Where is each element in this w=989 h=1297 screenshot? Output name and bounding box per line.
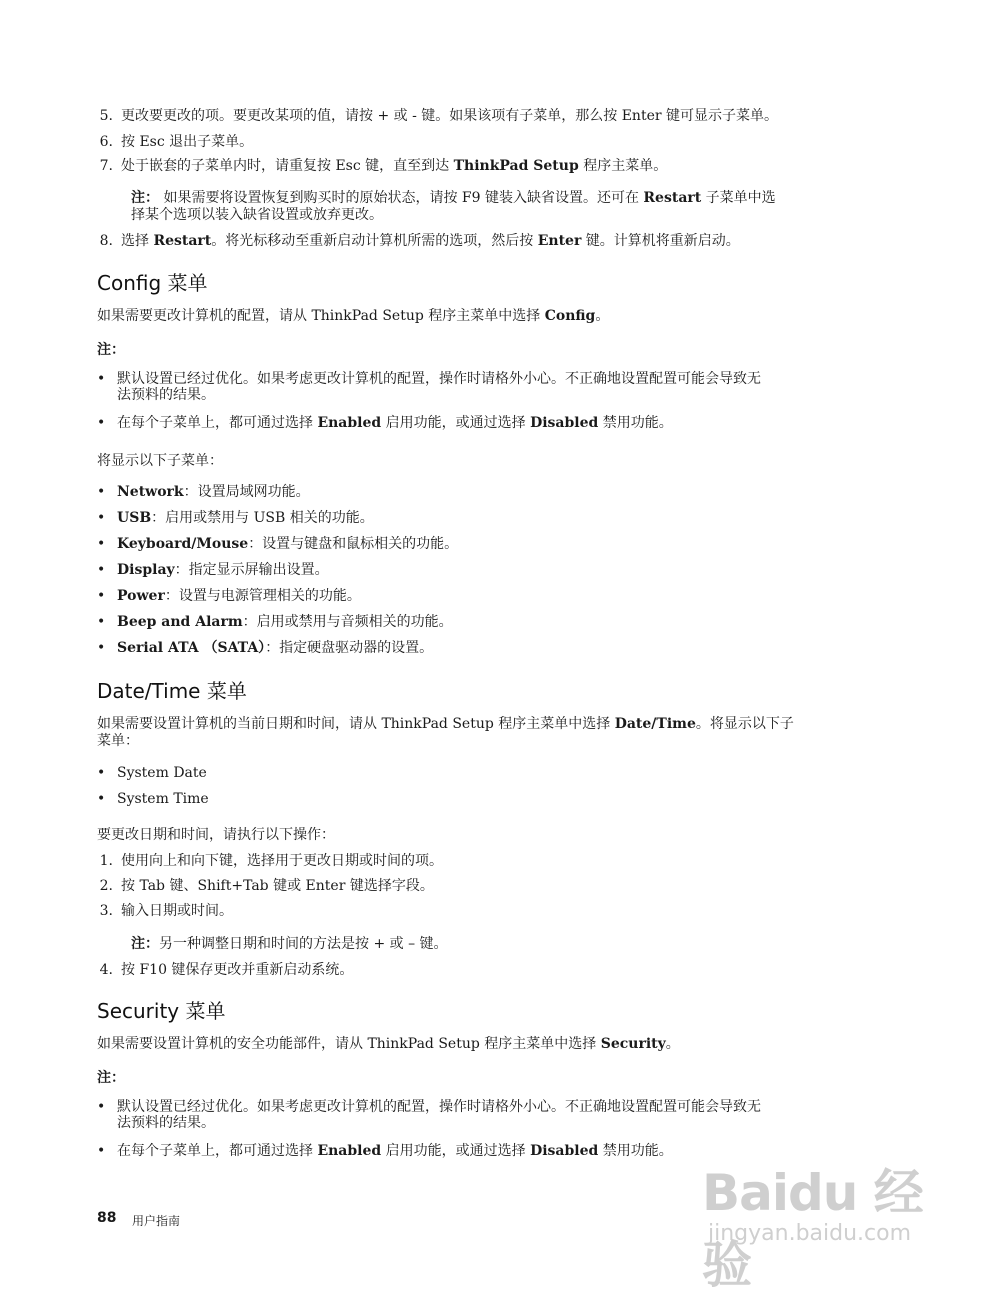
step-8 bbox=[97, 233, 740, 250]
list-item-continuation: 法预料的结果。 bbox=[117, 1115, 215, 1131]
datetime-heading: Date/Time 菜单 bbox=[97, 679, 247, 703]
note-label: 注： bbox=[131, 190, 159, 206]
security-heading: Security 菜单 bbox=[97, 999, 226, 1023]
step-number: 6. bbox=[99, 134, 113, 150]
submenu-keyboard-mouse: Keyboard/Mouse：设置与键盘和鼠标相关的功能。 bbox=[117, 536, 459, 552]
datetime-change-intro: 要更改日期和时间，请执行以下操作： bbox=[97, 827, 335, 843]
note-label: 注： bbox=[131, 936, 159, 952]
list-item: 在每个子菜单上，都可通过选择 Enabled 启用功能，或通过选择 Disabled 禁用功能。 bbox=[117, 1143, 673, 1159]
config-heading: Config 菜单 bbox=[97, 271, 208, 295]
step-text: 更改要更改的项。要更改某项的值，请按 + 或 - 键。如果该项有子菜单，那么按 Enter 键可显示子菜单。 bbox=[121, 108, 778, 124]
dt-step-2: 2. 按 Tab 键、Shift+Tab 键或 Enter 键选择字段。 bbox=[99, 878, 434, 894]
footer-title: 用户指南 bbox=[132, 1214, 181, 1228]
list-item: 默认设置已经过优化。如果考虑更改计算机的配置，操作时请格外小心。不正确地设置配置可能会导致无 bbox=[117, 1099, 761, 1115]
config-notes-label: 注： bbox=[97, 342, 125, 358]
list-item-system-time: System Time bbox=[117, 791, 209, 807]
bullet-icon: • bbox=[97, 614, 106, 630]
step-number: 5. bbox=[99, 108, 113, 124]
config-intro: 如果需要更改计算机的配置，请从 ThinkPad Setup 程序主菜单中选择 Config。 bbox=[97, 308, 610, 324]
bullet-icon: • bbox=[97, 1099, 106, 1115]
bullet-icon: • bbox=[97, 371, 106, 387]
list-item: 在每个子菜单上，都可通过选择 Enabled 启用功能，或通过选择 Disabled 禁用功能。 bbox=[117, 415, 673, 431]
list-item: 默认设置已经过优化。如果考虑更改计算机的配置，操作时请格外小心。不正确地设置配置可能会导致无 bbox=[117, 371, 761, 387]
bullet-icon: • bbox=[97, 791, 106, 807]
submenu-serial-ata: Serial ATA （SATA）：指定硬盘驱动器的设置。 bbox=[117, 640, 434, 656]
watermark-url: jingyan.baidu.com bbox=[708, 1221, 912, 1246]
submenu-usb: USB：启用或禁用与 USB 相关的功能。 bbox=[117, 510, 374, 526]
dt-note: 注：另一种调整日期和时间的方法是按 + 或 – 键。 bbox=[131, 936, 448, 952]
step-text: 处于嵌套的子菜单内时，请重复按 Esc 键，直至到达 ThinkPad Setup 程序主菜单。 bbox=[121, 158, 668, 174]
list-item-continuation: 法预料的结果。 bbox=[117, 387, 215, 403]
submenu-beep-alarm: Beep and Alarm：启用或禁用与音频相关的功能。 bbox=[117, 614, 453, 630]
step-7 bbox=[97, 158, 667, 175]
bullet-icon: • bbox=[97, 415, 106, 431]
submenu-display: Display：指定显示屏输出设置。 bbox=[117, 562, 329, 578]
step-number: 8. bbox=[99, 233, 113, 249]
baidu-watermark bbox=[700, 1135, 935, 1294]
list-item-system-date: System Date bbox=[117, 765, 207, 781]
submenus-intro: 将显示以下子菜单： bbox=[97, 453, 223, 469]
dt-step-1: 1. 使用向上和向下键，选择用于更改日期或时间的项。 bbox=[99, 853, 443, 869]
datetime-intro: 如果需要设置计算机的当前日期和时间，请从 ThinkPad Setup 程序主菜单中选择 Date/Time。将显示以下子 bbox=[97, 716, 794, 732]
bullet-icon: • bbox=[97, 1143, 106, 1159]
bullet-icon: • bbox=[97, 588, 106, 604]
page-number: 88 bbox=[97, 1210, 117, 1226]
dt-step-3: 3. 输入日期或时间。 bbox=[99, 903, 233, 919]
submenu-power: Power：设置与电源管理相关的功能。 bbox=[117, 588, 361, 604]
bullet-icon: • bbox=[97, 484, 106, 500]
submenu-network: Network：设置局域网功能。 bbox=[117, 484, 310, 500]
step-text: 按 Esc 退出子菜单。 bbox=[121, 134, 254, 150]
bullet-icon: • bbox=[97, 536, 106, 552]
security-intro: 如果需要设置计算机的安全功能部件，请从 ThinkPad Setup 程序主菜单中选择 Security。 bbox=[97, 1036, 680, 1052]
step-5 bbox=[97, 108, 778, 125]
step-number: 7. bbox=[99, 158, 113, 174]
watermark-logo: Baidu 经验 bbox=[702, 1164, 923, 1294]
bullet-icon: • bbox=[97, 765, 106, 781]
bullet-icon: • bbox=[97, 562, 106, 578]
step-6 bbox=[97, 134, 253, 151]
step-text: 选择 Restart。将光标移动至重新启动计算机所需的选项，然后按 Enter 键。计算机将重新启动。 bbox=[121, 233, 740, 249]
bullet-icon: • bbox=[97, 510, 106, 526]
dt-step-4: 4. 按 F10 键保存更改并重新启动系统。 bbox=[99, 962, 354, 978]
note-restore-defaults: 注： 如果需要将设置恢复到购买时的原始状态，请按 F9 键装入缺省设置。还可在 Restart 子菜单中选 择某个选项以装入缺省设置或放弃更改。 bbox=[131, 190, 776, 223]
datetime-intro-continuation: 菜单： bbox=[97, 733, 139, 749]
security-notes-label: 注： bbox=[97, 1070, 125, 1086]
bullet-icon: • bbox=[97, 640, 106, 656]
